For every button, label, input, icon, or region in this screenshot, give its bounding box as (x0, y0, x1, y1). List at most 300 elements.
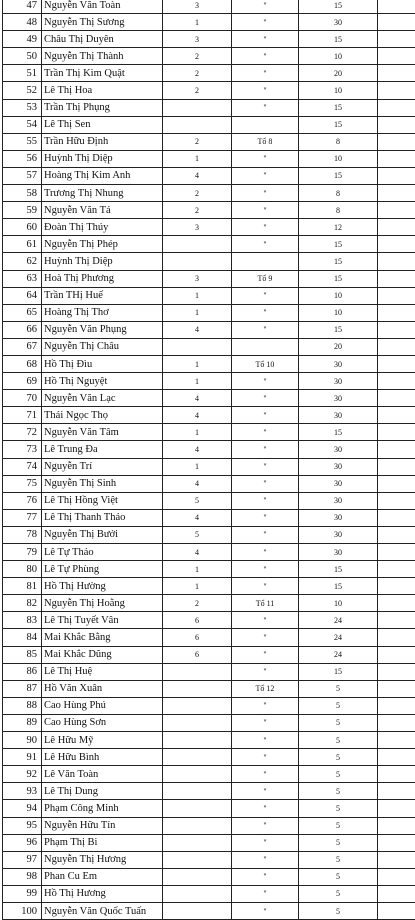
group-cell: " (232, 31, 299, 48)
name-cell: Huỳnh Thị Diệp (42, 150, 163, 167)
count-cell (163, 236, 232, 253)
row-number-cell: 54 (3, 116, 42, 133)
blank-cell (378, 202, 415, 219)
value-cell: 5 (299, 732, 378, 749)
name-cell: Lê Tự Phùng (42, 561, 163, 578)
count-cell: 2 (163, 185, 232, 202)
value-cell: 24 (299, 646, 378, 663)
table-row (3, 338, 415, 355)
row-number-cell: 65 (3, 304, 42, 321)
blank-cell (378, 185, 415, 202)
value-cell: 30 (299, 407, 378, 424)
table-row (3, 749, 415, 766)
name-cell: Trần Thị Phụng (42, 99, 163, 116)
name-cell: Lê Thị Sen (42, 116, 163, 133)
count-cell: 4 (163, 390, 232, 407)
name-cell: Phạm Công Minh (42, 800, 163, 817)
row-number-cell: 75 (3, 475, 42, 492)
group-cell: " (232, 526, 299, 543)
count-cell: 3 (163, 0, 232, 14)
row-number-cell: 81 (3, 578, 42, 595)
table-row (3, 817, 415, 834)
count-cell: 4 (163, 441, 232, 458)
table-row (3, 14, 415, 31)
row-number-cell: 51 (3, 65, 42, 82)
count-cell: 1 (163, 355, 232, 372)
blank-cell (378, 732, 415, 749)
table-row (3, 544, 415, 561)
blank-cell (378, 373, 415, 390)
row-number-cell: 60 (3, 219, 42, 236)
table-body (3, 0, 415, 920)
value-cell: 5 (299, 800, 378, 817)
name-cell: Nguyễn Văn Quốc Tuấn (42, 902, 163, 919)
table-row (3, 390, 415, 407)
row-number-cell: 61 (3, 236, 42, 253)
blank-cell (378, 167, 415, 184)
count-cell: 6 (163, 646, 232, 663)
value-cell: 30 (299, 492, 378, 509)
name-cell: Trần THị Huế (42, 287, 163, 304)
name-cell: Nguyễn Thị Hương (42, 851, 163, 868)
blank-cell (378, 424, 415, 441)
group-cell: " (232, 390, 299, 407)
group-cell: " (232, 475, 299, 492)
count-cell: 4 (163, 407, 232, 424)
group-cell: " (232, 321, 299, 338)
count-cell: 5 (163, 492, 232, 509)
table-row (3, 663, 415, 680)
value-cell: 5 (299, 834, 378, 851)
count-cell (163, 851, 232, 868)
value-cell: 10 (299, 150, 378, 167)
table-row (3, 150, 415, 167)
table-row (3, 441, 415, 458)
row-number-cell: 96 (3, 834, 42, 851)
blank-cell (378, 355, 415, 372)
row-number-cell: 92 (3, 766, 42, 783)
row-number-cell: 48 (3, 14, 42, 31)
name-cell: Nguyễn Thị Phép (42, 236, 163, 253)
name-cell: Đoàn Thị Thúy (42, 219, 163, 236)
blank-cell (378, 31, 415, 48)
blank-cell (378, 902, 415, 919)
count-cell: 1 (163, 287, 232, 304)
name-cell: Trần Thị Kim Quật (42, 65, 163, 82)
blank-cell (378, 407, 415, 424)
group-cell: " (232, 646, 299, 663)
count-cell: 4 (163, 544, 232, 561)
row-number-cell: 49 (3, 31, 42, 48)
name-cell: Trương Thị Nhung (42, 185, 163, 202)
group-cell: Tổ 11 (232, 595, 299, 612)
table-row (3, 800, 415, 817)
table-row (3, 321, 415, 338)
group-cell: " (232, 424, 299, 441)
count-cell: 1 (163, 150, 232, 167)
blank-cell (378, 868, 415, 885)
count-cell (163, 766, 232, 783)
row-number-cell: 70 (3, 390, 42, 407)
blank-cell (378, 663, 415, 680)
count-cell (163, 663, 232, 680)
value-cell: 15 (299, 270, 378, 287)
count-cell (163, 834, 232, 851)
value-cell: 20 (299, 338, 378, 355)
group-cell: " (232, 236, 299, 253)
row-number-cell: 56 (3, 150, 42, 167)
group-cell: " (232, 287, 299, 304)
row-number-cell: 50 (3, 48, 42, 65)
blank-cell (378, 578, 415, 595)
group-cell: " (232, 441, 299, 458)
value-cell: 10 (299, 48, 378, 65)
value-cell: 15 (299, 561, 378, 578)
table-row (3, 373, 415, 390)
value-cell: 5 (299, 697, 378, 714)
value-cell: 5 (299, 885, 378, 902)
count-cell (163, 714, 232, 731)
table-row (3, 65, 415, 82)
name-cell: Nguyễn Thị Hoằng (42, 595, 163, 612)
group-cell: " (232, 612, 299, 629)
row-number-cell: 66 (3, 321, 42, 338)
group-cell: " (232, 544, 299, 561)
group-cell: " (232, 202, 299, 219)
table-row (3, 304, 415, 321)
count-cell: 2 (163, 133, 232, 150)
name-cell: Nguyễn Văn Lạc (42, 390, 163, 407)
blank-cell (378, 714, 415, 731)
value-cell: 30 (299, 509, 378, 526)
row-number-cell: 91 (3, 749, 42, 766)
table-row (3, 219, 415, 236)
blank-cell (378, 441, 415, 458)
row-number-cell: 87 (3, 680, 42, 697)
name-cell: Lê Thị Hoa (42, 82, 163, 99)
value-cell: 30 (299, 458, 378, 475)
table-row (3, 595, 415, 612)
value-cell: 30 (299, 475, 378, 492)
row-number-cell: 53 (3, 99, 42, 116)
name-cell: Trần Hữu Định (42, 133, 163, 150)
name-cell: Nguyễn Hữu Tín (42, 817, 163, 834)
count-cell: 1 (163, 561, 232, 578)
name-cell: Phan Cu Em (42, 868, 163, 885)
blank-cell (378, 150, 415, 167)
value-cell: 15 (299, 578, 378, 595)
count-cell: 4 (163, 321, 232, 338)
blank-cell (378, 287, 415, 304)
value-cell: 5 (299, 902, 378, 919)
row-number-cell: 85 (3, 646, 42, 663)
value-cell: 30 (299, 373, 378, 390)
row-number-cell: 98 (3, 868, 42, 885)
table-row (3, 407, 415, 424)
blank-cell (378, 321, 415, 338)
blank-cell (378, 338, 415, 355)
row-number-cell: 55 (3, 133, 42, 150)
table-row (3, 236, 415, 253)
name-cell: Cao Hùng Phú (42, 697, 163, 714)
group-cell: " (232, 629, 299, 646)
name-cell: Hoà Thị Phương (42, 270, 163, 287)
group-cell (232, 116, 299, 133)
value-cell: 30 (299, 526, 378, 543)
count-cell: 5 (163, 526, 232, 543)
table-row (3, 646, 415, 663)
count-cell: 2 (163, 48, 232, 65)
name-cell: Phạm Thị Bi (42, 834, 163, 851)
value-cell: 15 (299, 116, 378, 133)
name-cell: Nguyễn Văn Phụng (42, 321, 163, 338)
count-cell: 1 (163, 578, 232, 595)
row-number-cell: 93 (3, 783, 42, 800)
count-cell (163, 868, 232, 885)
blank-cell (378, 629, 415, 646)
value-cell: 10 (299, 304, 378, 321)
value-cell: 10 (299, 82, 378, 99)
name-cell: Nguyễn Văn Tá (42, 202, 163, 219)
value-cell: 15 (299, 663, 378, 680)
value-cell: 15 (299, 31, 378, 48)
row-number-cell: 99 (3, 885, 42, 902)
group-cell: " (232, 219, 299, 236)
value-cell: 5 (299, 868, 378, 885)
group-cell: " (232, 0, 299, 14)
group-cell: Tổ 10 (232, 355, 299, 372)
group-cell: " (232, 902, 299, 919)
table-row (3, 526, 415, 543)
value-cell: 30 (299, 355, 378, 372)
group-cell: " (232, 834, 299, 851)
table-row (3, 680, 415, 697)
value-cell: 5 (299, 749, 378, 766)
value-cell: 30 (299, 390, 378, 407)
row-number-cell: 100 (3, 902, 42, 919)
value-cell: 10 (299, 595, 378, 612)
value-cell: 5 (299, 680, 378, 697)
value-cell: 30 (299, 544, 378, 561)
table-row (3, 868, 415, 885)
group-cell: " (232, 167, 299, 184)
name-cell: Hoàng Thị Thơ (42, 304, 163, 321)
table-row (3, 492, 415, 509)
row-number-cell: 72 (3, 424, 42, 441)
blank-cell (378, 817, 415, 834)
table-row (3, 612, 415, 629)
table-row (3, 902, 415, 919)
count-cell (163, 885, 232, 902)
blank-cell (378, 749, 415, 766)
blank-cell (378, 390, 415, 407)
value-cell: 24 (299, 612, 378, 629)
blank-cell (378, 766, 415, 783)
value-cell: 15 (299, 0, 378, 14)
name-cell: Nguyễn Thị Sinh (42, 475, 163, 492)
group-cell: " (232, 663, 299, 680)
group-cell: " (232, 150, 299, 167)
name-cell: Thái Ngọc Thọ (42, 407, 163, 424)
blank-cell (378, 116, 415, 133)
count-cell: 4 (163, 475, 232, 492)
table-row (3, 185, 415, 202)
row-number-cell: 73 (3, 441, 42, 458)
table-row (3, 766, 415, 783)
row-number-cell: 71 (3, 407, 42, 424)
value-cell: 30 (299, 441, 378, 458)
blank-cell (378, 133, 415, 150)
name-cell: Lê Tự Thảo (42, 544, 163, 561)
count-cell (163, 338, 232, 355)
row-number-cell: 77 (3, 509, 42, 526)
group-cell: Tổ 8 (232, 133, 299, 150)
row-number-cell: 52 (3, 82, 42, 99)
row-number-cell: 90 (3, 732, 42, 749)
name-cell: Nguyễn Thị Thành (42, 48, 163, 65)
table-row (3, 287, 415, 304)
table-row (3, 48, 415, 65)
blank-cell (378, 612, 415, 629)
table-row (3, 116, 415, 133)
row-number-cell: 63 (3, 270, 42, 287)
name-cell: Hồ Thị Đìu (42, 355, 163, 372)
name-cell: Lê Trung Đa (42, 441, 163, 458)
blank-cell (378, 236, 415, 253)
name-cell: Cao Hùng Sơn (42, 714, 163, 731)
row-number-cell: 62 (3, 253, 42, 270)
value-cell: 15 (299, 424, 378, 441)
name-cell: Hoàng Thị Kim Anh (42, 167, 163, 184)
group-cell: " (232, 48, 299, 65)
group-cell: " (232, 749, 299, 766)
blank-cell (378, 834, 415, 851)
row-number-cell: 94 (3, 800, 42, 817)
group-cell: " (232, 800, 299, 817)
name-cell: Hồ Thị Nguyệt (42, 373, 163, 390)
row-number-cell: 67 (3, 338, 42, 355)
count-cell: 3 (163, 219, 232, 236)
value-cell: 5 (299, 714, 378, 731)
table-row (3, 31, 415, 48)
row-number-cell: 80 (3, 561, 42, 578)
value-cell: 8 (299, 133, 378, 150)
count-cell (163, 902, 232, 919)
count-cell: 1 (163, 14, 232, 31)
table-row (3, 885, 415, 902)
page-footer-fragment (0, 792, 415, 802)
group-cell: " (232, 578, 299, 595)
group-cell: " (232, 407, 299, 424)
row-number-cell: 86 (3, 663, 42, 680)
value-cell: 12 (299, 219, 378, 236)
blank-cell (378, 458, 415, 475)
group-cell: " (232, 783, 299, 800)
group-cell (232, 253, 299, 270)
blank-cell (378, 680, 415, 697)
table-row (3, 458, 415, 475)
value-cell: 15 (299, 236, 378, 253)
group-cell: " (232, 14, 299, 31)
row-number-cell: 84 (3, 629, 42, 646)
count-cell (163, 680, 232, 697)
table-row (3, 82, 415, 99)
name-cell: Nguyễn Thị Châu (42, 338, 163, 355)
count-cell: 3 (163, 31, 232, 48)
value-cell: 8 (299, 185, 378, 202)
name-cell: Lê Hữu Mỹ (42, 732, 163, 749)
table-row (3, 475, 415, 492)
group-cell: " (232, 65, 299, 82)
row-number-cell: 68 (3, 355, 42, 372)
name-cell: Lê Thị Thanh Thảo (42, 509, 163, 526)
count-cell: 1 (163, 304, 232, 321)
blank-cell (378, 544, 415, 561)
table-row (3, 424, 415, 441)
group-cell: " (232, 492, 299, 509)
name-cell: Châu Thị Duyên (42, 31, 163, 48)
row-number-cell: 95 (3, 817, 42, 834)
blank-cell (378, 219, 415, 236)
value-cell: 30 (299, 14, 378, 31)
document-page (2, 0, 411, 920)
row-number-cell: 58 (3, 185, 42, 202)
blank-cell (378, 697, 415, 714)
count-cell: 1 (163, 424, 232, 441)
group-cell (232, 338, 299, 355)
value-cell: 5 (299, 766, 378, 783)
name-cell: Nguyễn Văn Tâm (42, 424, 163, 441)
name-cell: Lê Thị Hồng Việt (42, 492, 163, 509)
count-cell: 3 (163, 270, 232, 287)
row-number-cell: 64 (3, 287, 42, 304)
count-cell (163, 697, 232, 714)
blank-cell (378, 253, 415, 270)
blank-cell (378, 885, 415, 902)
count-cell (163, 800, 232, 817)
row-number-cell: 57 (3, 167, 42, 184)
blank-cell (378, 595, 415, 612)
name-cell: Lê Thị Dung (42, 783, 163, 800)
group-cell: " (232, 817, 299, 834)
table-row (3, 578, 415, 595)
table-row (3, 629, 415, 646)
table-row (3, 167, 415, 184)
group-cell: " (232, 766, 299, 783)
blank-cell (378, 800, 415, 817)
name-cell: Nguyễn Thị Sương (42, 14, 163, 31)
table-row (3, 834, 415, 851)
count-cell: 2 (163, 65, 232, 82)
value-cell: 15 (299, 321, 378, 338)
row-number-cell: 74 (3, 458, 42, 475)
blank-cell (378, 0, 415, 14)
row-number-cell: 69 (3, 373, 42, 390)
count-cell: 1 (163, 373, 232, 390)
group-cell: " (232, 458, 299, 475)
table-row (3, 202, 415, 219)
name-cell: Nguyễn Thị Bưởi (42, 526, 163, 543)
blank-cell (378, 304, 415, 321)
group-cell: " (232, 697, 299, 714)
name-cell: Lê Hữu Bình (42, 749, 163, 766)
name-cell: Mai Khắc Dũng (42, 646, 163, 663)
name-cell: Lê Thị Huệ (42, 663, 163, 680)
name-cell: Hồ Thị Hương (42, 885, 163, 902)
table-row (3, 714, 415, 731)
row-number-cell: 76 (3, 492, 42, 509)
value-cell: 15 (299, 167, 378, 184)
